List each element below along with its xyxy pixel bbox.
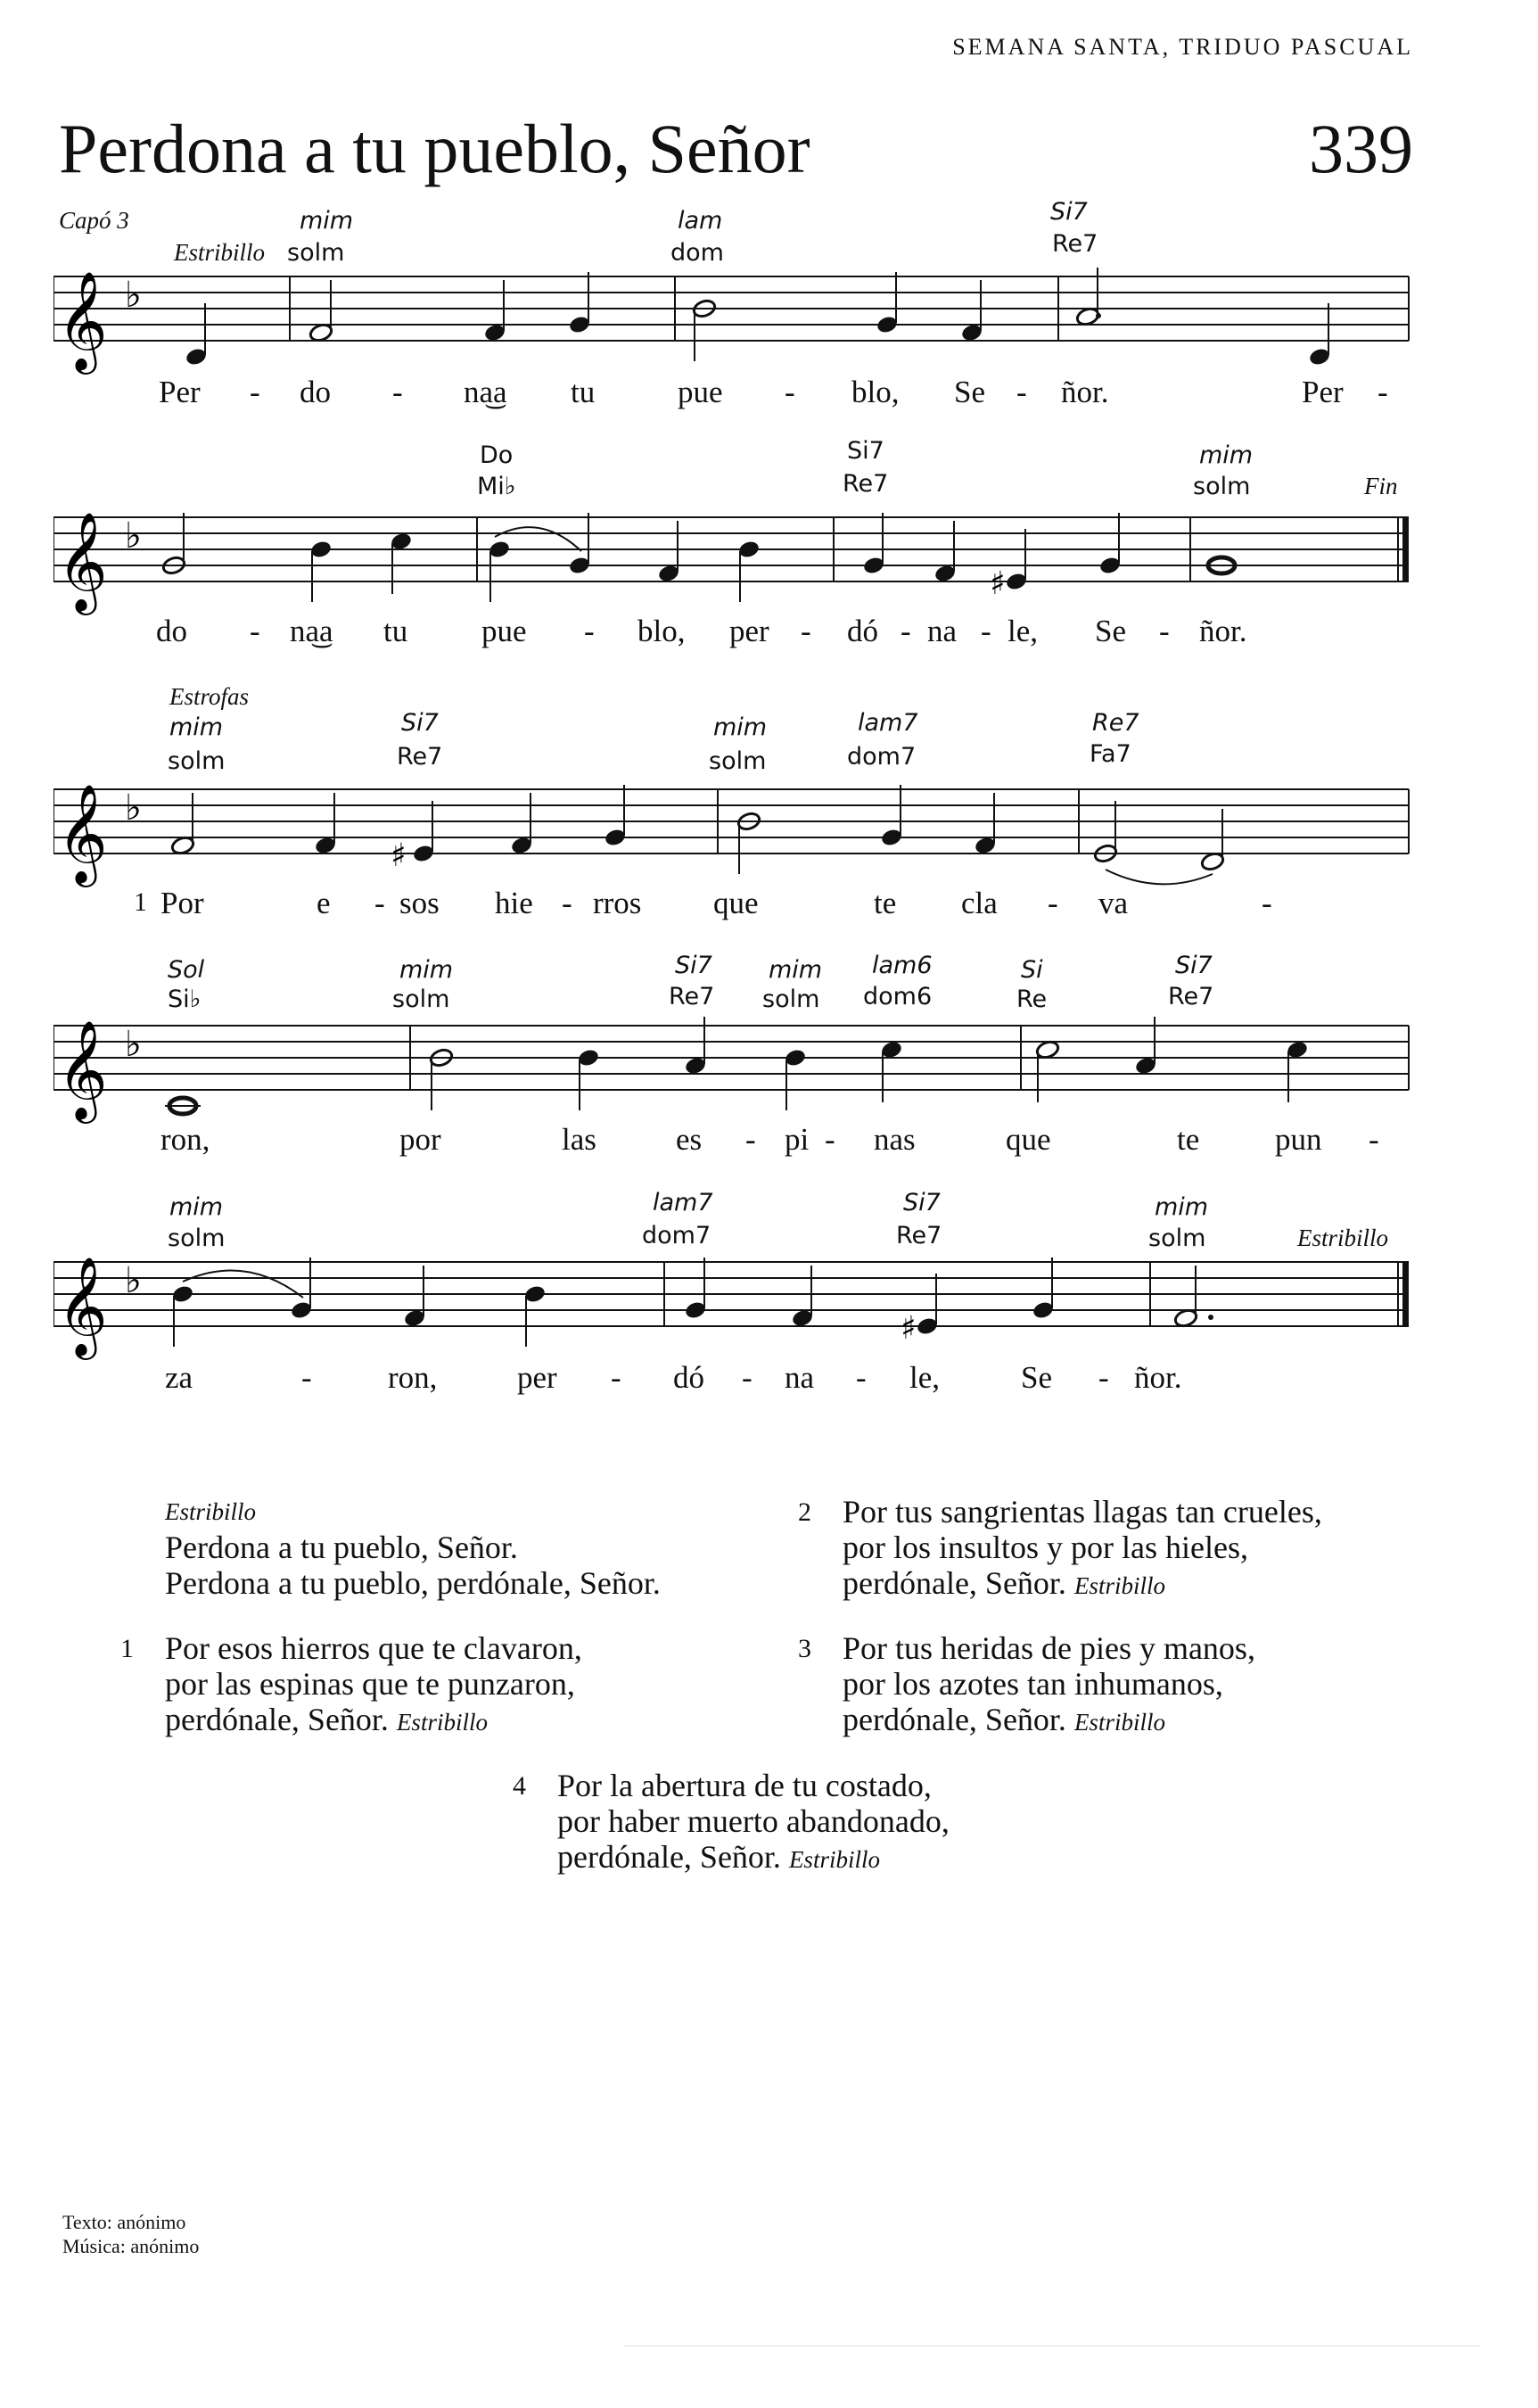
lyric: do: [156, 614, 187, 648]
lyric: -: [374, 886, 385, 920]
lyric: pun: [1275, 1122, 1322, 1157]
lyric: nas: [874, 1122, 916, 1157]
refrain-block: [165, 1498, 661, 1601]
chord: solm: [709, 747, 767, 775]
lyric: e: [317, 886, 331, 920]
lyric: -: [801, 614, 811, 648]
chord: Sol: [168, 956, 205, 984]
chord: Si♭: [168, 985, 202, 1013]
refrain-cue: Estribillo: [396, 1709, 488, 1736]
chord: lam7: [858, 709, 918, 737]
lyric: pue: [481, 614, 527, 648]
lyric: que: [713, 886, 759, 920]
lyric: ron,: [160, 1122, 210, 1157]
lyric: -: [392, 375, 403, 409]
chord: solm: [1148, 1225, 1206, 1252]
lyric: -: [611, 1360, 621, 1395]
verse-number: 4: [513, 1771, 526, 1801]
chord: solm: [168, 1225, 226, 1252]
lyric: pue: [678, 375, 723, 409]
hymn-number: 339: [1309, 110, 1413, 187]
chord: mim: [169, 1193, 224, 1221]
lyric: te: [1177, 1122, 1200, 1157]
verse-number: 1: [134, 887, 147, 917]
estrofas-label: Estrofas: [169, 683, 250, 710]
chord: mim: [1155, 1193, 1209, 1221]
lyric: dó: [847, 614, 878, 648]
verse-line: Por tus sangrientas llagas tan crueles,: [843, 1494, 1322, 1530]
lyric: Se: [1095, 614, 1126, 648]
chord: mim: [169, 713, 224, 741]
lyric: blo,: [637, 614, 686, 648]
svg-text:♭: ♭: [125, 275, 142, 316]
svg-text:♭: ♭: [125, 1260, 142, 1301]
lyric: per: [729, 614, 769, 648]
lyric: Per: [1302, 375, 1344, 409]
chord: Re7: [1092, 709, 1139, 737]
verse-line: perdónale, Señor.: [557, 1839, 781, 1875]
lyric: Por: [160, 886, 204, 920]
lyric: ñor.: [1199, 614, 1247, 648]
treble-clef: 𝄞: [57, 270, 108, 370]
lyric: le,: [1008, 614, 1039, 648]
verse-block-1: [120, 1630, 582, 1740]
chord: lam: [678, 207, 723, 235]
chord: mim: [1199, 441, 1254, 469]
music-credit: Música: anónimo: [62, 2235, 200, 2257]
lyric: que: [1006, 1122, 1051, 1157]
chord: Si7: [903, 1189, 941, 1216]
verse-line: por los azotes tan inhumanos,: [843, 1666, 1223, 1702]
lyric: rros: [593, 886, 642, 920]
lyric: -: [1378, 375, 1388, 409]
lyric: -: [785, 375, 795, 409]
lyric: -: [562, 886, 572, 920]
running-header: SEMANA SANTA, TRIDUO PASCUAL: [952, 34, 1413, 60]
chord: solm: [762, 985, 820, 1013]
svg-text:𝄞: 𝄞: [57, 783, 108, 883]
verse-number: 1: [120, 1634, 134, 1663]
lyric: -: [1098, 1360, 1109, 1395]
staff-system-3: [53, 780, 1427, 896]
chord: Re7: [669, 983, 715, 1010]
lyric: Se: [1021, 1360, 1052, 1395]
refrain-label: Estribillo: [165, 1498, 257, 1525]
lyric: es: [676, 1122, 703, 1157]
fin-label: Fin: [1364, 473, 1398, 499]
lyric: -: [1016, 375, 1027, 409]
lyric: tu: [571, 375, 596, 409]
lyric: -: [250, 614, 260, 648]
svg-text:♭: ♭: [125, 515, 142, 557]
lyric: le,: [909, 1360, 941, 1395]
verse-number: 2: [798, 1497, 811, 1527]
svg-text:𝄞: 𝄞: [57, 511, 108, 611]
lyric: na͜a: [290, 614, 333, 648]
svg-text:♭: ♭: [125, 788, 142, 829]
text-credit: Texto: anónimo: [62, 2211, 186, 2233]
chord: Si7: [1050, 198, 1088, 226]
lyric: -: [901, 614, 911, 648]
lyric: por: [399, 1122, 441, 1157]
chord: Si7: [401, 709, 439, 737]
estribillo-label: Estribillo: [174, 239, 266, 266]
chord: mim: [399, 956, 454, 984]
credits: [62, 2210, 199, 2258]
verse-line: por los insultos y por las hieles,: [843, 1530, 1248, 1565]
lyric: tu: [383, 614, 408, 648]
lyric: na: [785, 1360, 815, 1395]
chord: Re7: [397, 743, 443, 771]
refrain-cue: Estribillo: [1073, 1572, 1165, 1599]
lyric: pi: [785, 1122, 810, 1157]
chord: dom: [670, 239, 724, 267]
verse-line: por haber muerto abandonado,: [557, 1803, 950, 1839]
chord: mim: [769, 956, 823, 984]
lyric: Se: [954, 375, 985, 409]
chord: lam6: [872, 952, 933, 979]
chord: solm: [392, 985, 450, 1013]
lyric: ñor.: [1134, 1360, 1182, 1395]
lyric: na͜a: [464, 375, 507, 409]
lyric: -: [250, 375, 260, 409]
lyric: ñor.: [1061, 375, 1109, 409]
svg-text:♯: ♯: [990, 565, 1006, 602]
chord: Fa7: [1090, 740, 1131, 768]
staff-system-1: [53, 268, 1427, 383]
lyric: las: [562, 1122, 596, 1157]
verse-line: Por la abertura de tu costado,: [557, 1768, 932, 1803]
chord: solm: [287, 239, 345, 267]
chord: solm: [1193, 473, 1251, 500]
lyric: do: [300, 375, 331, 409]
lyric: na: [927, 614, 958, 648]
estribillo-return-label: Estribillo: [1297, 1225, 1389, 1251]
svg-text:♭: ♭: [125, 1024, 142, 1065]
lyric: -: [584, 614, 595, 648]
verse-line: Por esos hierros que te clavaron,: [165, 1630, 582, 1666]
chord: dom6: [863, 983, 933, 1010]
svg-text:𝄞: 𝄞: [57, 1256, 108, 1356]
chord: Re7: [843, 470, 889, 498]
verse-line: perdónale, Señor.: [165, 1702, 389, 1737]
chord: Mi♭: [477, 473, 516, 500]
lyric: -: [745, 1122, 756, 1157]
chord: Re7: [896, 1222, 942, 1249]
staff-system-5: [53, 1253, 1427, 1369]
staff-system-2: [53, 508, 1427, 624]
chord: Re7: [1052, 230, 1098, 258]
refrain-line: Perdona a tu pueblo, perdónale, Señor.: [165, 1565, 661, 1601]
chord: Si7: [675, 952, 712, 979]
lyric: -: [742, 1360, 753, 1395]
verse-block-3: [798, 1630, 1255, 1740]
hymn-title: Perdona a tu pueblo, Señor: [59, 110, 810, 187]
lyric: -: [856, 1360, 867, 1395]
lyric: ron,: [388, 1360, 438, 1395]
chord: mim: [300, 207, 354, 235]
chord: dom7: [847, 743, 917, 771]
verse-line: Por tus heridas de pies y manos,: [843, 1630, 1255, 1666]
lyric: per: [517, 1360, 557, 1395]
lyric: -: [981, 614, 991, 648]
lyric: Per: [159, 375, 201, 409]
lyric: za: [165, 1360, 193, 1395]
lyric: hie: [495, 886, 533, 920]
chord: solm: [168, 747, 226, 775]
refrain-cue: Estribillo: [788, 1846, 880, 1873]
chord: Si7: [1175, 952, 1213, 979]
refrain-cue: Estribillo: [1073, 1709, 1165, 1736]
lyric: dó: [673, 1360, 704, 1395]
lyric: sos: [399, 886, 440, 920]
chord: Si7: [847, 437, 884, 465]
verse-line: por las espinas que te punzaron,: [165, 1666, 575, 1702]
chord: Do: [480, 441, 514, 469]
verse-block-4: [513, 1768, 950, 1877]
chord: Si: [1021, 956, 1043, 984]
verse-line: perdónale, Señor.: [843, 1565, 1066, 1601]
lyric: -: [1369, 1122, 1379, 1157]
lyric: va: [1098, 886, 1129, 920]
lyric: -: [825, 1122, 835, 1157]
svg-text:𝄞: 𝄞: [57, 1019, 108, 1119]
lyric: -: [1262, 886, 1272, 920]
refrain-line: Perdona a tu pueblo, Señor.: [165, 1530, 518, 1565]
staff-system-4: [53, 1017, 1427, 1133]
lyric: -: [1159, 614, 1170, 648]
svg-text:♯: ♯: [391, 837, 407, 874]
lyric: blo,: [851, 375, 900, 409]
chord: dom7: [642, 1222, 711, 1249]
verse-block-2: [798, 1494, 1322, 1604]
svg-text:♯: ♯: [901, 1310, 917, 1347]
chord: mim: [713, 713, 768, 741]
chord: Re7: [1168, 983, 1214, 1010]
lyric: -: [1048, 886, 1058, 920]
lyric: -: [301, 1360, 312, 1395]
verse-line: perdónale, Señor.: [843, 1702, 1066, 1737]
chord: lam7: [653, 1189, 713, 1216]
lyric: cla: [961, 886, 998, 920]
lyric: te: [874, 886, 897, 920]
capo-label: Capó 3: [59, 207, 129, 234]
chord: Re: [1016, 985, 1048, 1013]
verse-number: 3: [798, 1634, 811, 1663]
